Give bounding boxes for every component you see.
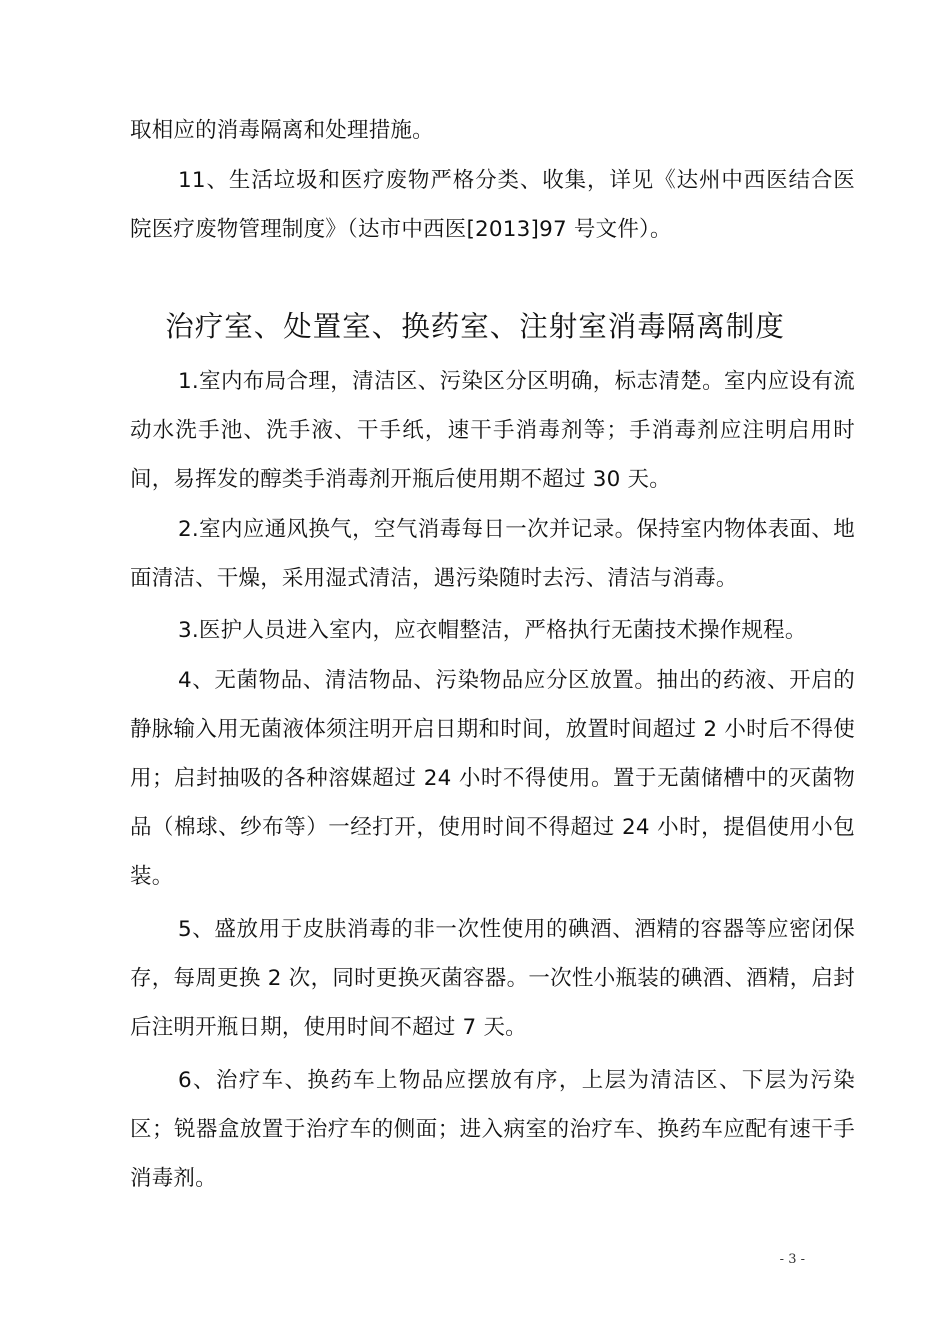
page-number: - 3 - <box>779 1252 805 1267</box>
section-item-3: 3.医护人员进入室内，应衣帽整洁，严格执行无菌技术操作规程。 <box>178 618 807 643</box>
section-item-6: 6、治疗车、换药车上物品应摆放有序，上层为清洁区、下层为污染区；锐器盒放置于治疗车的侧面；进入病室的治疗车、换药车应配有速干手消毒剂。 <box>130 1068 855 1191</box>
section-item-2: 2.室内应通风换气，空气消毒每日一次并记录。保持室内物体表面、地面清洁、干燥，采用湿式清洁，遇污染随时去污、清洁与消毒。 <box>130 517 855 591</box>
section-item-1: 1.室内布局合理，清洁区、污染区分区明确，标志清楚。室内应设有流动水洗手池、洗手液、干手纸，速干手消毒剂等；手消毒剂应注明启用时间，易挥发的醇类手消毒剂开瓶后使用期不超过 30 天。 <box>130 369 855 492</box>
section-item-4: 4、无菌物品、清洁物品、污染物品应分区放置。抽出的药液、开启的静脉输入用无菌液体须注明开启日期和时间，放置时间超过 2 小时后不得使用；启封抽吸的各种溶媒超过 24 小时不得使用。置于无菌储槽中的灭菌物品（棉球、纱布等）一经打开，使用时间不得超过 24 小时，提倡使用小包装。 <box>130 668 855 889</box>
paragraph-continuation: 取相应的消毒隔离和处理措施。 <box>130 118 434 143</box>
section-item-5: 5、盛放用于皮肤消毒的非一次性使用的碘酒、酒精的容器等应密闭保存，每周更换 2 次，同时更换灭菌容器。一次性小瓶装的碘酒、酒精，启封后注明开瓶日期，使用时间不超过 7 天。 <box>130 917 855 1040</box>
paragraph-item-11: 11、生活垃圾和医疗废物严格分类、收集，详见《达州中西医结合医院医疗废物管理制度》（达市中西医[2013]97 号文件）。 <box>130 168 855 242</box>
section-title: 治疗室、处置室、换药室、注射室消毒隔离制度 <box>165 310 785 343</box>
